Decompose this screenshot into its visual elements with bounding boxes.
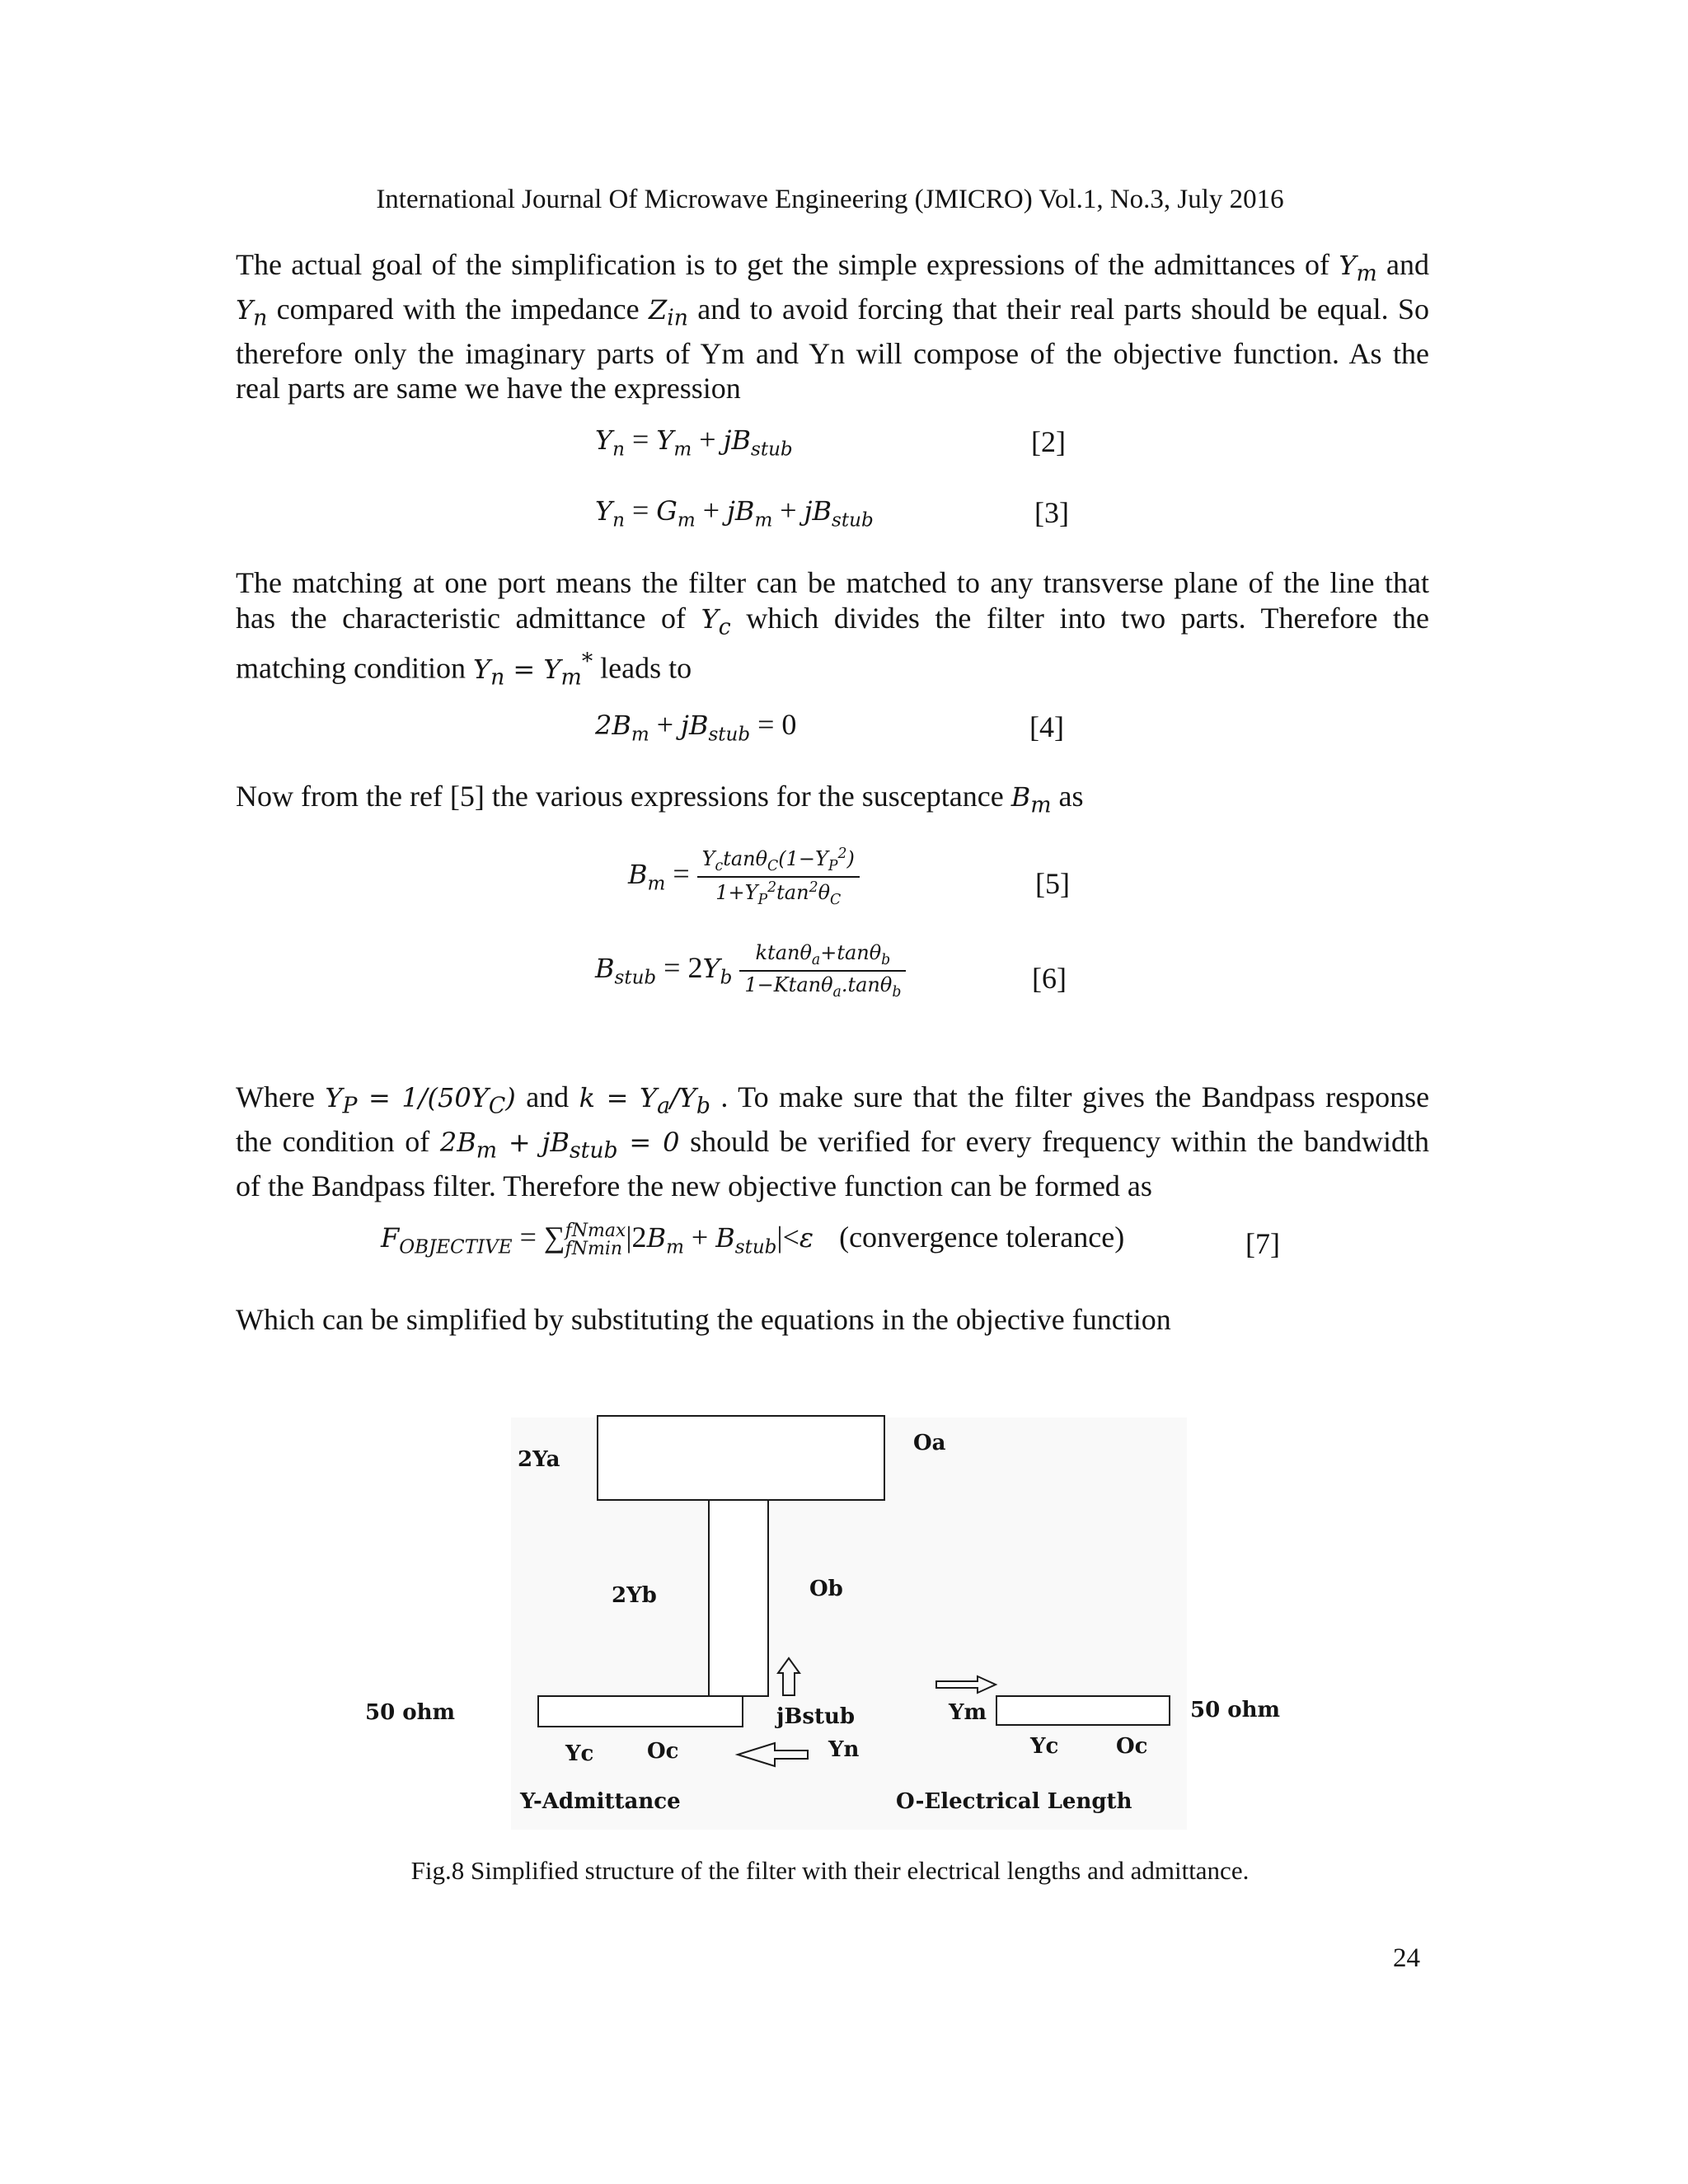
label-2yb: 2Yb [612,1583,657,1608]
equation-4: $2B_m + jB_{stub} = 0$ [595,708,797,746]
stub-a-rectangle [598,1416,884,1500]
label-yc-right: Yc [1030,1734,1059,1759]
paragraph-4: Where $Y_P = 1/(50Y_C)$ and $k = Y_a/Y_b$ . To make sure that the filter gives the Bandpass response the condition of $2B_m + jB_{stub} = 0$ should be verified for every frequency within the bandwidth of the Bandpass filter. Therefore the new objective function can be formed as [236,1080,1430,1202]
equation-6-number: [6] [1032,962,1067,995]
p4-line1a: Where [236,1080,315,1113]
paragraph-1: The actual goal of the simplification is to get the simple expressions of the admittances of $Y_m$ and $Y_n$ compared with the impedance $Z_{in}$ and to avoid forcing that their real parts should be equal. So therefore only the imaginary parts of Ym and Yn will compose of the objective function. As the real parts are same we have the expression [236,248,1430,405]
label-o-electrical-length: O-Electrical Length [896,1789,1132,1814]
equation-3: $Y_n = G_m + jB_m + jB_{stub}$ [595,494,874,532]
p2-line3b: leads to [600,652,692,686]
p2-line1: The matching at one port means the filter can be matched to any transverse plane of the line that [236,566,1429,599]
label-oc-left: Oc [647,1739,679,1764]
figure-caption: Fig.8 Simplified structure of the filter with their electrical lengths and admittance. [410,1856,1250,1885]
equation-7: $F_{OBJECTIVE}$ = ∑ fNmax fNmin $|2B_m + B_{stub}|<\varepsilon$ (convergence tolerance) [381,1220,1125,1259]
equation-5-number: [5] [1035,867,1070,900]
p1-line4: real parts are same we have the expression [236,372,741,405]
paragraph-3: Now from the ref [5] the various expressions for the susceptance $B_m$ as [236,780,1084,818]
page-number: 24 [1393,1943,1420,1973]
label-oc-right: Oc [1116,1734,1148,1759]
p4-line1b: and [526,1080,570,1113]
equation-2: $Y_n = Y_m + jB_{stub}$ [595,423,793,461]
p2-line2b: which divides the filter into two parts. Therefore the [746,601,1430,635]
p4-line1c: . To make sure that the filter gives the Bandpass response [720,1080,1430,1113]
p3-line1: Now from the ref [5] the various expressions for the susceptance [236,780,1004,813]
label-ob: Ob [809,1577,843,1601]
equation-2-number: [2] [1031,425,1066,458]
equation-7-number: [7] [1245,1227,1280,1260]
p2-line2a: has the characteristic admittance of [236,601,687,635]
stub-b-rectangle [709,1500,768,1696]
paragraph-2: The matching at one port means the filter can be matched to any transverse plane of the line that has the characteristic admittance of $Y_c$ which divides the filter into two parts. Therefore the matching condition $Y_n = Y_m^*$ leads to [236,566,1430,691]
equation-3-number: [3] [1034,496,1069,529]
label-jbstub: jBstub [776,1704,856,1729]
p1-line1: The actual goal of the simplification is to get the simple expressions of the admittances of [236,248,1330,281]
equation-6-fraction: $\frac{ktan\theta_a+\tan\theta_b}{1-Ktan\theta_a.\tan\theta_b}$ [739,941,906,1001]
label-ym: Ym [949,1700,987,1725]
equation-7-tolerance: (convergence tolerance) [839,1221,1125,1254]
p1-line3: therefore only the imaginary parts of Ym and Yn will compose of the objective function. As the [236,336,1429,370]
p1-line2b: and to avoid forcing that their real parts should be equal. So [697,292,1430,326]
label-2ya: 2Ya [518,1447,560,1472]
label-yn: Yn [828,1737,860,1762]
p4-line2b: should be verified for every frequency within the bandwidth [690,1124,1430,1158]
equation-5-fraction: $\frac{Y_c\tan\theta_C(1-Y_P^2)}{1+Y_P^2\tan^2\theta_C}$ [697,846,860,908]
equation-5: $B_m$ = $\frac{Y_c\tan\theta_C(1-Y_P^2)}{1+Y_P^2\tan^2\theta_C}$ [628,846,860,908]
p5-line1: Which can be simplified by substituting the equations in the objective function [236,1303,1171,1336]
label-yc-left: Yc [565,1741,594,1766]
equation-4-number: [4] [1029,710,1064,743]
p2-line3a: matching condition [236,652,466,686]
label-50ohm-left: 50 ohm [365,1700,455,1725]
p4-line3: of the Bandpass filter. Therefore the new objective function can be formed as [236,1169,1152,1202]
label-y-admittance: Y-Admittance [520,1789,681,1814]
right-line-rectangle [996,1696,1170,1725]
label-50ohm-right: 50 ohm [1190,1698,1280,1722]
running-header: International Journal Of Microwave Engineering (JMICRO) Vol.1, No.3, July 2016 [376,185,1284,214]
p1-line1-and: and [1386,248,1430,281]
p4-line2a: the condition of [236,1124,430,1158]
left-line-rectangle [538,1696,743,1727]
label-oa: Oa [913,1431,946,1455]
equation-6: $B_{stub} = 2Y_b$ $\frac{ktan\theta_a+\tan\theta_b}{1-Ktan\theta_a.\tan\theta_b}$ [595,941,906,1001]
p3-line1b: as [1058,780,1084,813]
p1-line2: compared with the impedance [276,292,640,326]
